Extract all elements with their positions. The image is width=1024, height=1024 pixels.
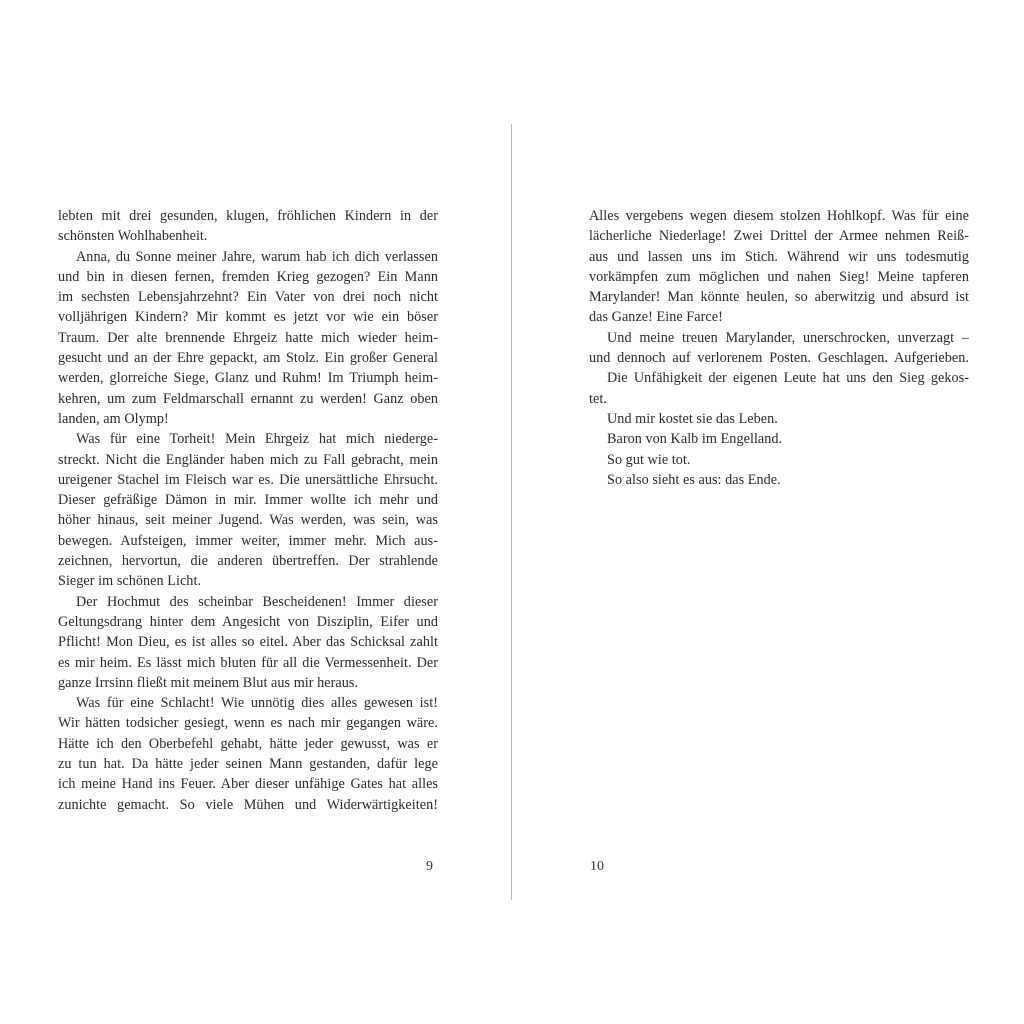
text-line: tet. bbox=[589, 390, 607, 407]
text-line: Und meine treuen Marylander, unerschrocken, unverzagt – bbox=[607, 329, 969, 346]
text-line: werden, glorreiche Siege, Glanz und Ruhm! Im Triumph heim- bbox=[58, 370, 438, 387]
text-line: Was für eine Schlacht! Wie unnötig dies alles gewesen ist! bbox=[76, 695, 438, 712]
text-line: schönsten Wohlhabenheit. bbox=[58, 228, 208, 245]
text-line: landen, am Olymp! bbox=[58, 410, 169, 427]
text-line: bewegen. Aufsteigen, immer weiter, immer mehr. Mich aus- bbox=[58, 532, 438, 549]
text-line: Und mir kostet sie das Leben. bbox=[607, 410, 778, 427]
text-line: streckt. Nicht die Engländer haben mich zu Fall gebracht, mein bbox=[58, 451, 438, 468]
text-line: Traum. Der alte brennende Ehrgeiz hatte mich wieder heim- bbox=[58, 329, 438, 346]
text-line: lächerliche Niederlage! Zwei Drittel der Armee nehmen Reiß- bbox=[589, 228, 969, 245]
text-line: zu tun hat. Da hätte jeder seinen Mann gestanden, dafür lege bbox=[58, 756, 438, 773]
page-number-left: 9 bbox=[426, 859, 433, 874]
text-line: ureigener Stachel im Fleisch war es. Die unersättliche Ehrsucht. bbox=[58, 471, 438, 488]
text-line: So gut wie tot. bbox=[607, 451, 691, 468]
text-line: volljährigen Kindern? Mir kommt es jetzt vor wie ein böser bbox=[58, 309, 438, 326]
text-line: Was für eine Torheit! Mein Ehrgeiz hat mich niederge- bbox=[76, 431, 438, 448]
text-line: das Ganze! Eine Farce! bbox=[589, 309, 723, 326]
text-line: Dieser gefräßige Dämon in mir. Immer wollte ich mehr und bbox=[58, 492, 438, 509]
text-line: Die Unfähigkeit der eigenen Leute hat uns den Sieg gekos- bbox=[607, 370, 969, 387]
text-line: im sechsten Lebensjahrzehnt? Ein Vater von drei noch nicht bbox=[58, 289, 438, 306]
text-line: Anna, du Sonne meiner Jahre, warum hab ich dich verlassen bbox=[76, 248, 438, 265]
text-line: Alles vergebens wegen diesem stolzen Hohlkopf. Was für eine bbox=[589, 208, 969, 224]
text-line: Sieger im schönen Licht. bbox=[58, 573, 202, 590]
text-line: vorkämpfen zum möglichen und nahen Sieg! Meine tapferen bbox=[589, 268, 969, 285]
text-line: lebten mit drei gesunden, klugen, fröhlichen Kindern in der bbox=[58, 208, 438, 224]
text-line: und dennoch auf verlorenem Posten. Geschlagen. Aufgerieben. bbox=[589, 350, 969, 367]
text-line: es mir heim. Es lässt mich bluten für all die Vermessenheit. Der bbox=[58, 654, 438, 671]
right-page-text bbox=[589, 206, 969, 490]
page-number-right: 10 bbox=[590, 859, 604, 874]
text-line: und bin in diesen fernen, fremden Krieg gezogen? Ein Mann bbox=[58, 268, 438, 285]
text-line: aus und lassen uns im Stich. Während wir uns todesmutig bbox=[589, 248, 969, 265]
text-line: Der Hochmut des scheinbar Bescheidenen! Immer dieser bbox=[76, 593, 438, 610]
text-line: Baron von Kalb im Engelland. bbox=[607, 431, 783, 448]
text-line: zunichte gemacht. So viele Mühen und Widerwärtigkeiten! bbox=[58, 796, 438, 813]
book-gutter-divider bbox=[511, 124, 512, 900]
left-page-text bbox=[58, 206, 438, 815]
text-line: Hätte ich den Oberbefehl gehabt, hätte jeder gewusst, was er bbox=[58, 735, 438, 752]
text-line: Wir hätten todsicher gesiegt, wenn es nach mir gegangen wäre. bbox=[58, 715, 438, 732]
text-line: Geltungsdrang hinter dem Angesicht von Disziplin, Eifer und bbox=[58, 613, 438, 630]
text-line: ganze Irrsinn fließt mit meinem Blut aus mir heraus. bbox=[58, 674, 359, 691]
text-line: gesucht und an der Ehre gepackt, am Stolz. Ein großer General bbox=[58, 350, 438, 367]
text-line: höher hinaus, seit meiner Jugend. Was werden, was sein, was bbox=[58, 512, 438, 529]
text-line: kehren, um zum Feldmarschall ernannt zu werden! Ganz oben bbox=[58, 390, 438, 407]
text-line: Marylander! Man könnte heulen, so aberwitzig und absurd ist bbox=[589, 289, 969, 306]
text-line: zeichnen, hervortun, die anderen übertreffen. Der strahlende bbox=[58, 553, 438, 570]
text-line: So also sieht es aus: das Ende. bbox=[607, 471, 781, 488]
text-line: ich meine Hand ins Feuer. Aber dieser unfähige Gates hat alles bbox=[58, 776, 438, 793]
text-line: Pflicht! Mon Dieu, es ist alles so eitel. Aber das Schicksal zahlt bbox=[58, 634, 438, 651]
